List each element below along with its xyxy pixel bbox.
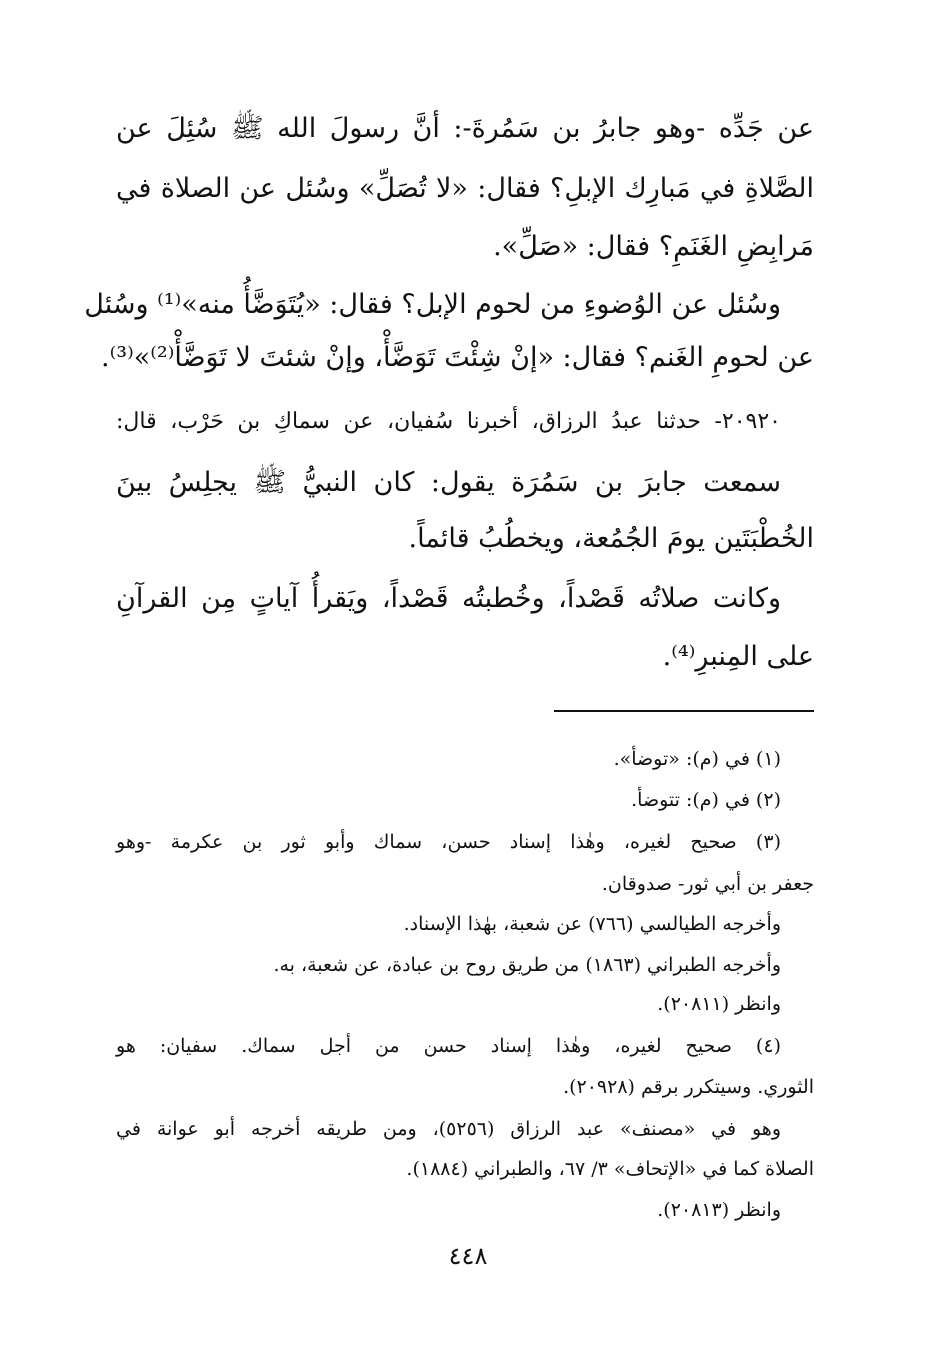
main-text-line-4: وسُئل عن الوُضوءِ من لحوم الإبل؟ فقال: «يُتَوَضَّأُ منه»⁽¹⁾ وسُئل <box>84 289 781 320</box>
page-number: ٤٤٨ <box>448 1242 488 1270</box>
footnote-line-9: الثوري. وسيتكرر برقم (٢٠٩٢٨). <box>563 1076 814 1098</box>
footnote-line-3: (٣) صحيح لغيره، وهٰذا إسناد حسن، سماك وأبو ثور بن عكرمة -وهو <box>116 831 781 853</box>
footnote-line-10: وهو في «مصنف» عبد الرزاق (٥٢٥٦)، ومن طريقه أخرجه أبو عوانة في <box>116 1118 781 1140</box>
main-text-line-1: عن جَدِّه -وهو جابرُ بن سَمُرةَ-: أنَّ رسولَ الله ﷺ سُئِلَ عن <box>116 113 814 144</box>
main-text-line-7: الخُطْبَتَين يومَ الجُمُعة، ويخطُبُ قائماً. <box>408 523 814 554</box>
main-text-line-6: سمعت جابرَ بن سَمُرَة يقول: كان النبيُّ ﷺ يجلِسُ بينَ <box>116 467 781 498</box>
main-text-line-8: وكانت صلاتُه قَصْداً، وخُطبتُه قَصْداً، ويَقرأُ آياتٍ مِن القرآنِ <box>116 583 781 614</box>
main-text-line-2: الصَّلاةِ في مَبارِك الإبلِ؟ فقال: «لا تُصَلِّ» وسُئل عن الصلاة في <box>116 173 814 204</box>
hadith-number-line: ٢٠٩٢٠- حدثنا عبدُ الرزاق، أخبرنا سُفيان، عن سماكِ بن حَرْب، قال: <box>116 409 781 434</box>
main-text-line-5: عن لحومِ الغَنم؟ فقال: «إنْ شِئْتَ تَوَضَّأْ، وإنْ شئتَ لا تَوَضَّأْ⁽²⁾»⁽³⁾. <box>101 342 814 373</box>
footnote-line-12: وانظر (٢٠٨١٣). <box>657 1199 781 1221</box>
main-text-line-3: مَرابِضِ الغَنَمِ؟ فقال: «صَلِّ». <box>493 231 814 262</box>
footnote-line-7: وانظر (٢٠٨١١). <box>657 993 781 1015</box>
footnote-line-2: (٢) في (م): تتوضأ. <box>631 789 781 811</box>
footnote-line-4: جعفر بن أبي ثور- صدوقان. <box>601 873 814 895</box>
footnote-line-1: (١) في (م): «توضأ». <box>613 748 781 770</box>
footnote-separator <box>554 710 814 712</box>
footnote-line-5: وأخرجه الطيالسي (٧٦٦) عن شعبة، بهٰذا الإسناد. <box>403 913 781 935</box>
footnote-line-11: الصلاة كما في «الإتحاف» ٣/ ٦٧، والطبراني (١٨٨٤). <box>406 1158 814 1180</box>
main-text-line-9: على المِنبرِ⁽⁴⁾. <box>662 641 814 672</box>
footnote-line-6: وأخرجه الطبراني (١٨٦٣) من طريق روح بن عبادة، عن شعبة، به. <box>273 954 781 976</box>
footnote-line-8: (٤) صحيح لغيره، وهٰذا إسناد حسن من أجل سماك. سفيان: هو <box>116 1035 781 1057</box>
